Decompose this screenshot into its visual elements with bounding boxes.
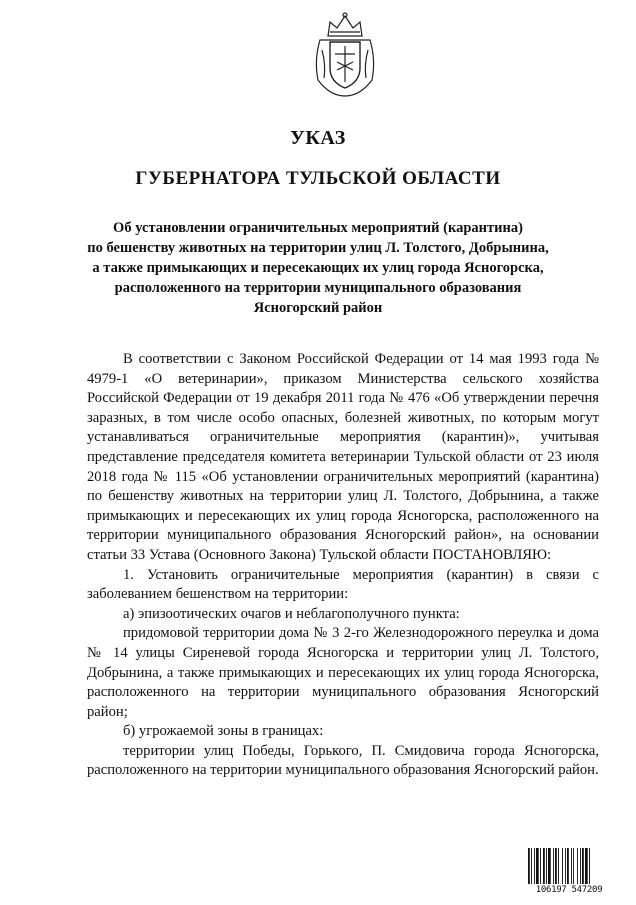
barcode-bar bbox=[573, 848, 574, 884]
barcode-bar bbox=[580, 848, 581, 884]
barcode-bar bbox=[536, 848, 539, 884]
coat-of-arms-icon bbox=[310, 10, 380, 98]
subject-line: Об установлении ограничительных мероприятий (карантина) bbox=[113, 220, 523, 236]
barcode bbox=[527, 848, 611, 896]
barcode-bar bbox=[553, 848, 554, 884]
barcode-bar bbox=[540, 848, 541, 884]
barcode-bar bbox=[589, 848, 590, 884]
body-paragraph: б) угрожаемой зоны в границах: bbox=[123, 723, 324, 740]
barcode-bar bbox=[585, 848, 588, 884]
barcode-number: 106197 547209 bbox=[535, 885, 603, 895]
barcode-bar bbox=[558, 848, 559, 884]
barcode-bar bbox=[531, 848, 532, 884]
barcode-bar bbox=[555, 848, 557, 884]
body-paragraph: а) эпизоотических очагов и неблагополучного пункта: bbox=[123, 605, 460, 622]
document-body bbox=[87, 350, 599, 781]
barcode-bar bbox=[577, 848, 578, 884]
barcode-bar bbox=[562, 848, 563, 884]
body-paragraph: 1. Установить ограничительные мероприятия (карантин) в связи с заболеванием бешенством на территории: bbox=[87, 566, 599, 603]
subject-line: Ясногорский район bbox=[253, 300, 383, 316]
barcode-bar bbox=[534, 848, 535, 884]
subject-line: по бешенству животных на территории улиц Л. Толстого, Добрынина, bbox=[87, 240, 549, 256]
barcode-bar bbox=[528, 848, 530, 884]
barcode-bar bbox=[565, 848, 566, 884]
body-paragraph: территории улиц Победы, Горького, П. Смидовича города Ясногорска, расположенного на территории муниципального образования Ясногорский район. bbox=[87, 742, 599, 779]
barcode-bar bbox=[582, 848, 584, 884]
document-subject bbox=[60, 218, 576, 318]
body-paragraph: В соответствии с Законом Российской Федерации от 14 мая 1993 года № 4979-1 «О ветеринарии», приказом Министерства сельского хозяйства Российской Федерации от 19 декабря 2011 года № 476 «Об утверждении перечня заразных, в том числе особо опасных, болезней животных, по которым могут устанавливаться ограничительные мероприятия (карантин)», учитывая представление председателя комитета ветеринарии Тульской области от 23 июля 2018 года № 115 «Об установлении ограничительных мероприятий (карантина) по бешенству животных на территории улиц Л. Толстого, Добрынина, а также примыкающих и пересекающих их улиц города Ясногорска, расположенного на территории муниципального образования Ясногорский район», на основании статьи 33 Устава (Основного Закона) Тульской области ПОСТАНОВЛЯЮ: bbox=[87, 351, 599, 563]
barcode-bar bbox=[548, 848, 551, 884]
barcode-bars bbox=[527, 848, 611, 884]
barcode-bar bbox=[546, 848, 547, 884]
barcode-bar bbox=[567, 848, 569, 884]
subject-line: а также примыкающих и пересекающих их улиц города Ясногорска, bbox=[92, 260, 544, 276]
body-paragraph: придомовой территории дома № 3 2-го Железнодорожного переулка и дома № 14 улицы Сиреневой города Ясногорска и территории улиц Л. Толстого, Добрынина, а также примыкающих и пересекающих их улиц города Ясногорска, расположенного на территории муниципального образования Ясногорский район; bbox=[87, 625, 599, 720]
document-title: УКАЗ bbox=[290, 127, 346, 149]
document-subtitle: ГУБЕРНАТОРА ТУЛЬСКОЙ ОБЛАСТИ bbox=[135, 168, 501, 189]
subject-line: расположенного на территории муниципального образования bbox=[114, 280, 522, 296]
barcode-bar bbox=[543, 848, 545, 884]
barcode-bar bbox=[571, 848, 572, 884]
